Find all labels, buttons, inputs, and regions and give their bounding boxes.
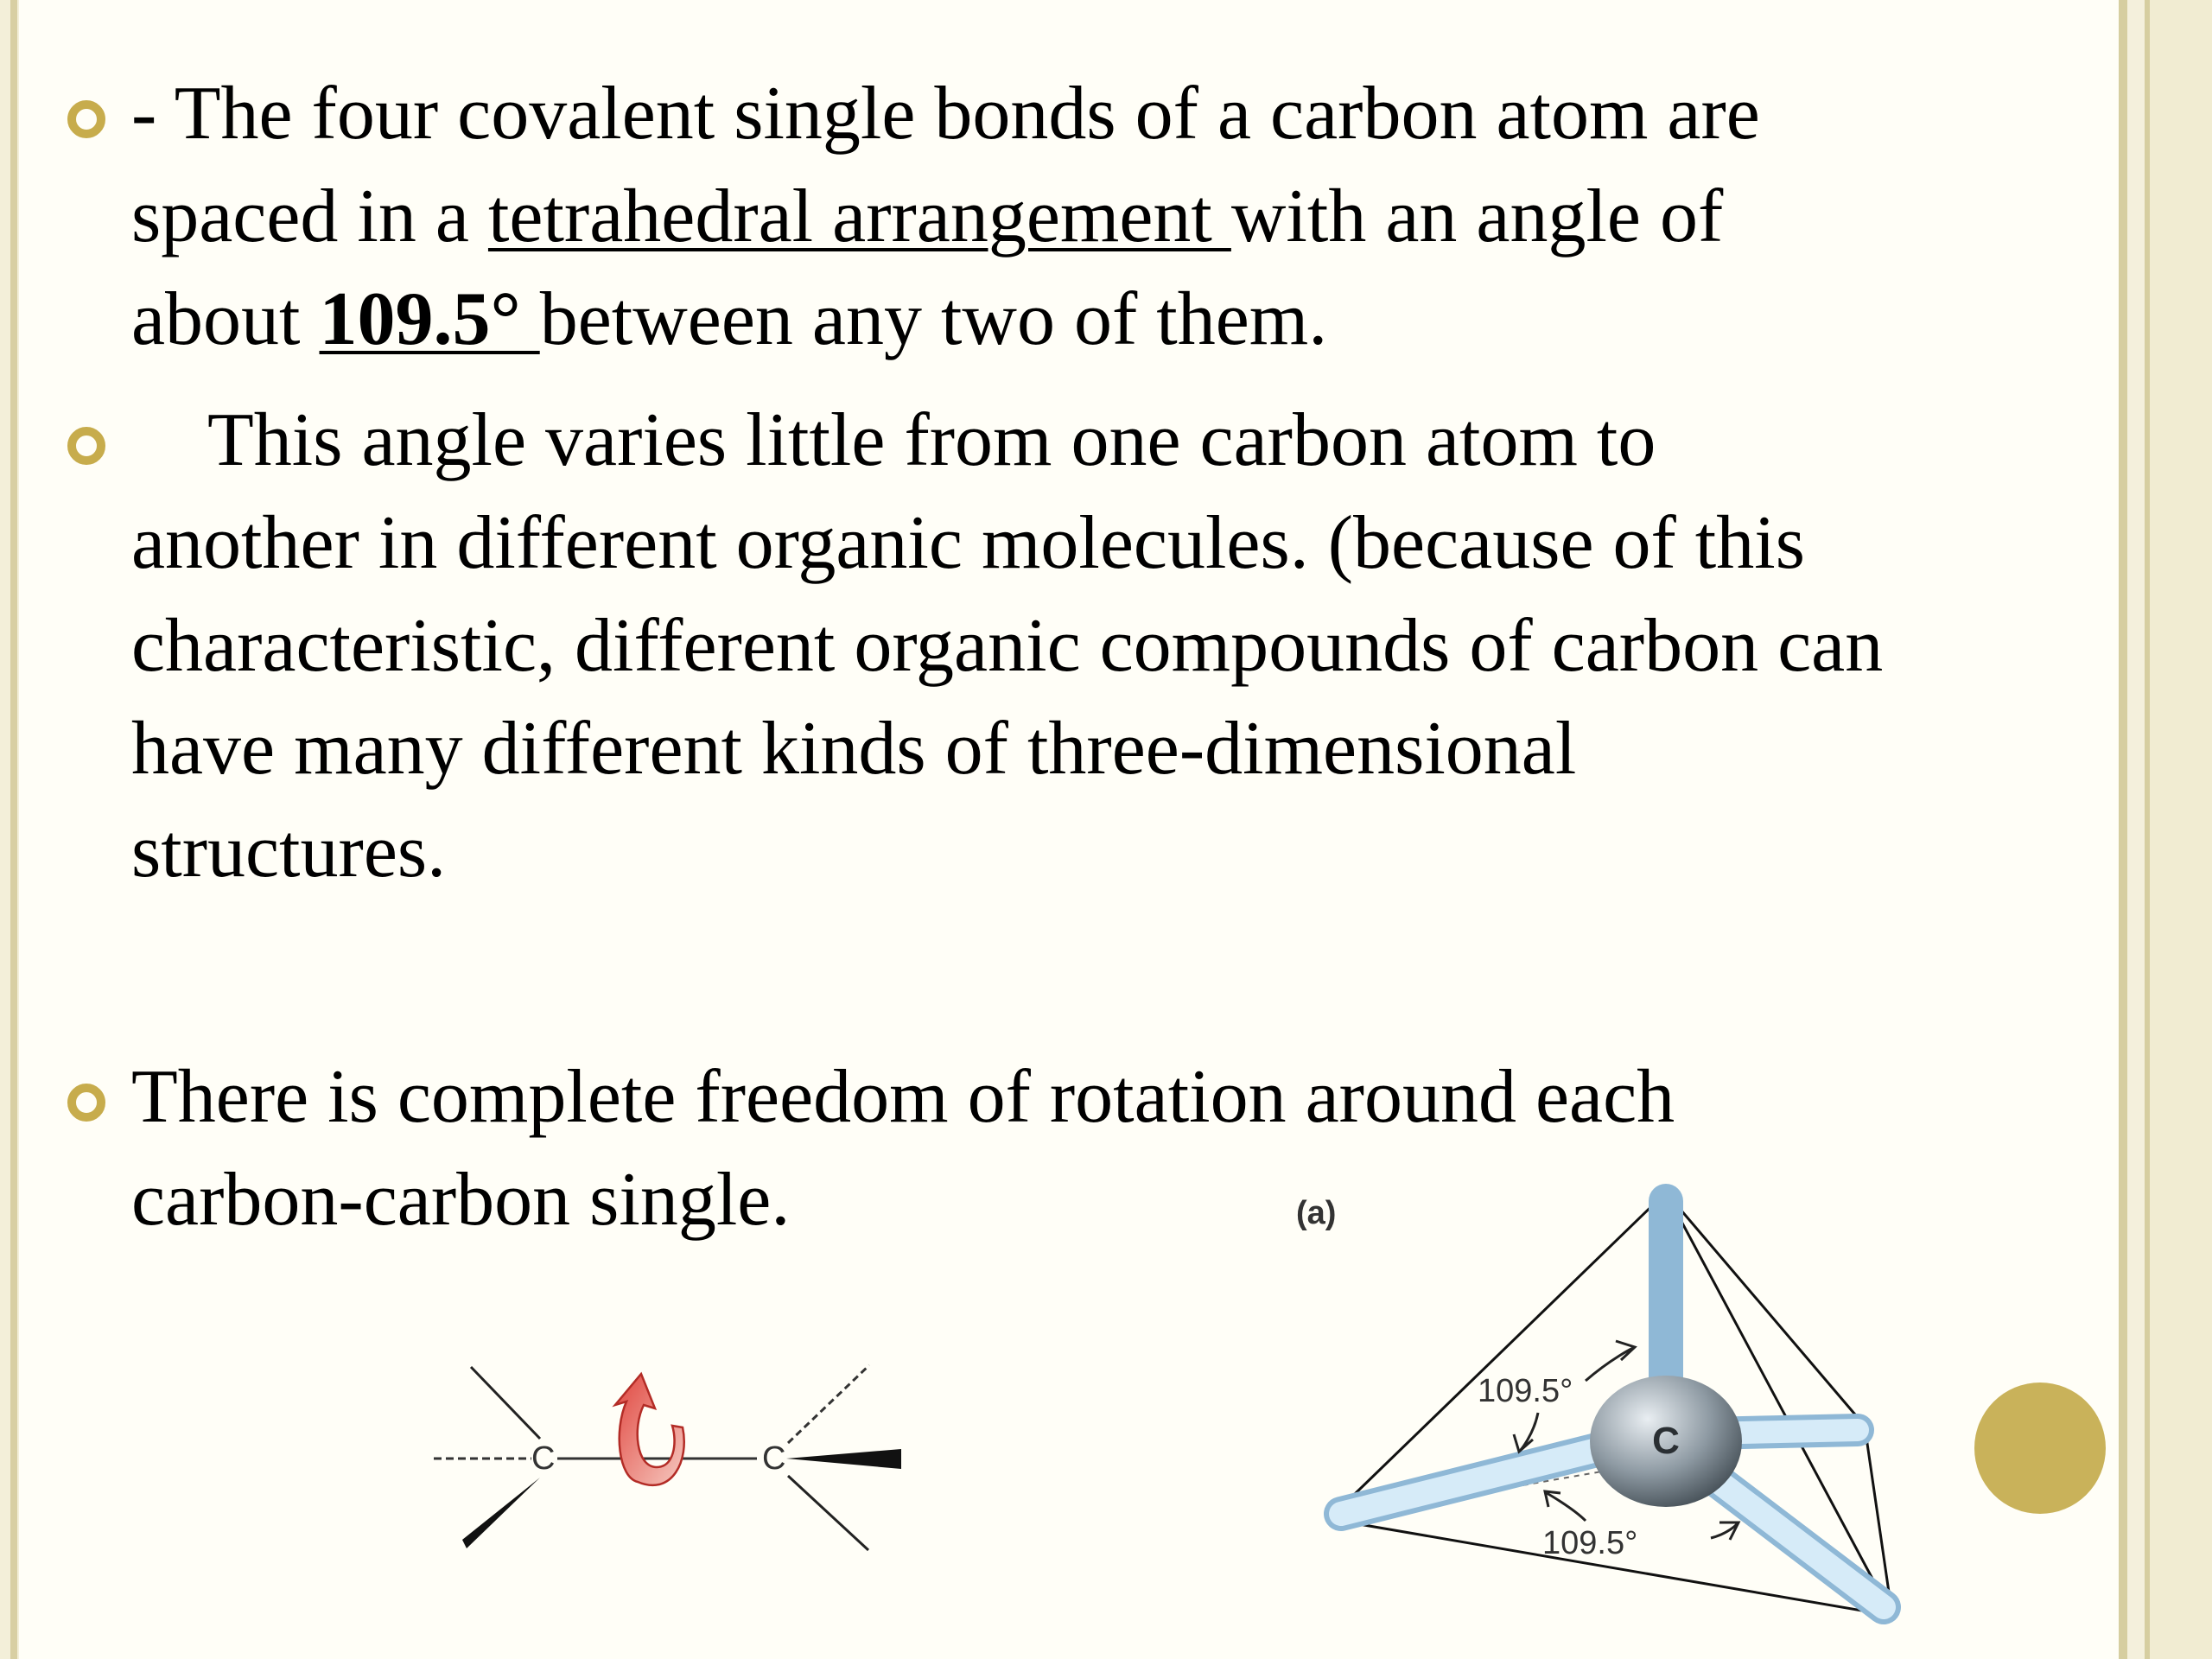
bond-angle-value: 109.5°: [319, 277, 540, 361]
bullet-1-line-1: - The four covalent single bonds of a carbon atom are: [131, 72, 1760, 156]
angle-label-bottom: 109.5°: [1542, 1525, 1638, 1561]
right-border-stripe: [2119, 0, 2127, 1659]
cc-rotation-diagram: [415, 1348, 916, 1573]
left-border-line: [10, 0, 17, 1659]
bullet-3-line: There is complete freedom of rotation around each: [131, 1055, 1675, 1139]
carbon-label-left: C: [531, 1440, 556, 1477]
bullet-1-text: [131, 62, 2119, 371]
rotation-arrow: [615, 1374, 684, 1485]
center-carbon-label: C: [1652, 1420, 1680, 1462]
right-dashed-bond: [788, 1365, 869, 1443]
right-border-panel: [2150, 0, 2212, 1659]
right-wedge-bond: [786, 1449, 901, 1469]
bullet-2-line: This angle varies little from one carbon atom to: [131, 398, 1656, 482]
angle-arrow: [1586, 1348, 1633, 1381]
panel-label: (a): [1296, 1195, 1337, 1231]
bullet-3-line: carbon-carbon single.: [131, 1158, 791, 1242]
tetrahedral-arrangement-term: tetrahedral arrangement: [487, 175, 1231, 258]
bullet-1-line-3: about 109.5° between any two of them.: [131, 277, 1328, 361]
angle-label-top: 109.5°: [1478, 1373, 1573, 1409]
right-border-stripe: [2127, 0, 2145, 1659]
decorative-gold-circle: [1974, 1382, 2106, 1514]
bullet-2-line: structures.: [131, 810, 447, 893]
carbon-label-right: C: [762, 1440, 786, 1477]
bullet-2-line: characteristic, different organic compounds of carbon can: [131, 604, 1884, 688]
bullet-2-line: another in different organic molecules. (because of this: [131, 501, 1805, 585]
bullet-marker: [67, 427, 105, 465]
bullet-2-text: [131, 389, 2119, 903]
bullet-marker: [67, 100, 105, 138]
bullet-1-line-2: spaced in a tetrahedral arrangement with an angle of: [131, 175, 1724, 258]
angle-arrow: [1547, 1493, 1586, 1521]
left-upper-bond: [471, 1367, 540, 1439]
right-lower-bond: [788, 1476, 868, 1550]
bullet-marker: [67, 1084, 105, 1122]
tetrahedral-carbon-diagram: [1287, 1175, 1910, 1624]
angle-arrow: [1521, 1413, 1538, 1450]
left-wedge-bond: [462, 1478, 540, 1548]
bullet-2-line: have many different kinds of three-dimensional: [131, 707, 1577, 791]
